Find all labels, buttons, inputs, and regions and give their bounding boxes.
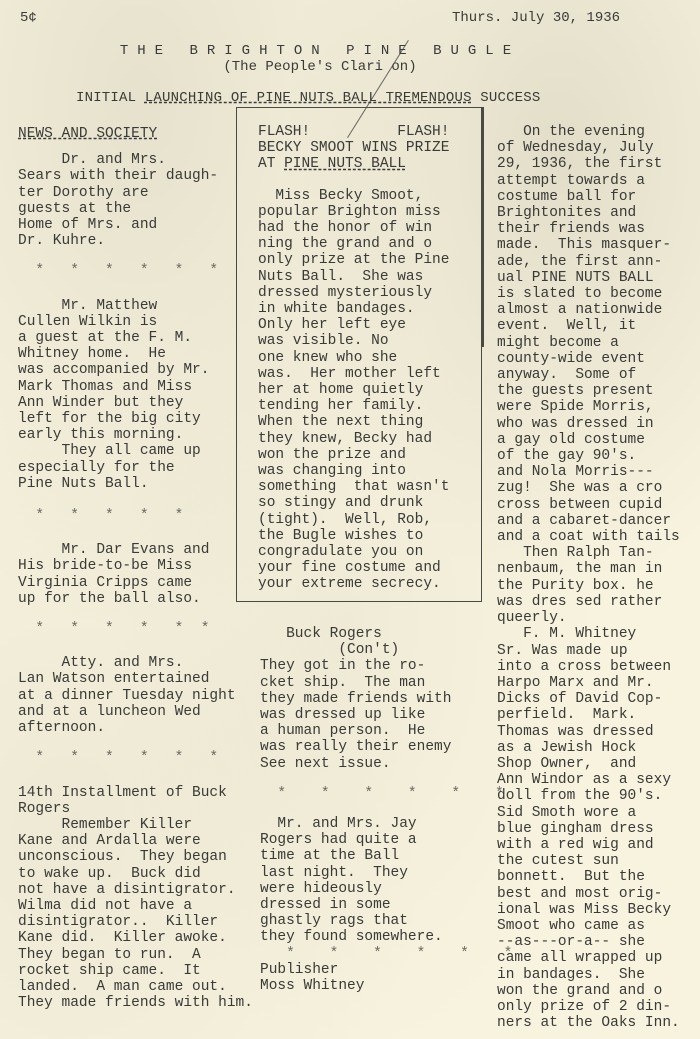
separator-stars: * * * * * *: [260, 945, 513, 962]
text-line: They made friends with him.: [18, 995, 253, 1012]
text-line: Dr. Kuhre.: [18, 233, 106, 250]
society-item-evans: [18, 542, 243, 607]
flash-article: [258, 124, 480, 593]
left-column: [18, 126, 253, 1012]
text-line: nenbaum, the man in: [497, 561, 663, 578]
text-line: your extreme secrecy.: [258, 576, 441, 593]
text-line: Rogers had quite a: [260, 832, 417, 849]
text-line: landed. A man came out.: [18, 978, 227, 995]
text-line: doll from the 90's.: [497, 788, 663, 805]
text-line: Shop Owner, and: [497, 755, 637, 772]
buck-rogers-continued: (Con't): [260, 642, 400, 659]
text-line: and at a luncheon Wed: [18, 703, 201, 720]
society-item-rogers: [260, 816, 485, 946]
text-line: Cullen Wilkin is: [18, 313, 158, 330]
section-title-news-society: NEWS AND SOCIETY: [18, 126, 158, 142]
text-line: they made friends with: [260, 690, 452, 707]
separator-stars: * * * * *: [18, 508, 184, 525]
text-line: Sr. Was made up: [497, 642, 628, 659]
text-line: They began to run. A: [18, 946, 201, 963]
text-line: the Purity box. he: [497, 577, 654, 594]
text-line: popular Brighton miss: [258, 203, 441, 220]
text-line: F. M. Whitney: [497, 626, 637, 643]
text-line: was changing into: [258, 463, 406, 480]
text-line: queerly.: [497, 610, 567, 627]
right-column: [497, 124, 700, 1031]
text-line: had the honor of win: [258, 220, 433, 237]
text-line: their friends was: [497, 221, 645, 238]
text-line: her at home quietly: [258, 382, 424, 399]
text-line: On the evening: [497, 124, 645, 140]
headline-underlined: LAUNCHING OF PINE NUTS BALL TREMENDOUS: [144, 90, 472, 106]
text-line: time at the Ball: [260, 848, 400, 865]
text-line: See next issue.: [260, 755, 391, 772]
text-line: your fine costume and: [258, 560, 441, 577]
text-line: up for the ball also.: [18, 590, 201, 607]
text-line: Sears with their daugh-: [18, 168, 219, 185]
text-line: almost a nationwide: [497, 302, 663, 319]
text-line: guests at the: [18, 200, 132, 217]
text-line: unconscious. They began: [18, 849, 227, 866]
text-line: Then Ralph Tan-: [497, 545, 654, 562]
text-line: dressed mysteriously: [258, 284, 433, 301]
main-headline: [76, 90, 540, 106]
text-line: they found somewhere.: [260, 929, 443, 946]
masthead-subtitle: (The People's Clari on): [223, 59, 417, 75]
buck-rogers-title: Buck Rogers: [260, 626, 382, 642]
text-line: Harpo Marx and Mr.: [497, 674, 654, 691]
text-line: Atty. and Mrs.: [18, 655, 184, 672]
text-line: was really their enemy: [260, 739, 452, 756]
text-line: was dres sed rather: [497, 593, 663, 610]
text-line: and a coat with tails: [497, 529, 680, 546]
text-line: zug! She was a cro: [497, 480, 663, 497]
text-line: --as---or-a-- she: [497, 934, 645, 951]
text-line: His bride-to-be Miss: [18, 558, 193, 575]
text-line: was dressed up like: [260, 707, 426, 724]
separator-stars: * * * * * *: [18, 621, 210, 638]
text-line: ter Dorothy are: [18, 184, 149, 201]
buck-rogers-continued-body: [260, 658, 485, 771]
middle-lower-column: [260, 626, 513, 995]
text-line: something that wasn't: [258, 479, 450, 496]
text-line: disintigrator.. Killer: [18, 914, 219, 931]
text-line: best and most orig-: [497, 885, 663, 902]
text-line: ade, the first ann-: [497, 253, 663, 270]
text-line: Wilma did not have a: [18, 897, 193, 914]
flash-line: FLASH! FLASH!: [258, 124, 450, 140]
text-line: so stingy and drunk: [258, 495, 424, 512]
text-line: They got in the ro-: [260, 658, 426, 675]
text-line: county-wide event: [497, 350, 645, 367]
separator-stars: * * * * * *: [18, 750, 219, 767]
text-line: only prize of 2 din-: [497, 998, 672, 1015]
text-line: not have a disintigrator.: [18, 881, 236, 898]
text-line: especially for the: [18, 459, 175, 476]
text-line: of Wednesday, July: [497, 140, 654, 157]
text-line: 29, 1936, the first: [497, 156, 663, 173]
text-line: Nuts Ball. She was: [258, 268, 424, 285]
text-line: (tight). Well, Rob,: [258, 511, 433, 528]
text-line: Home of Mrs. and: [18, 217, 158, 234]
text-line: Rogers: [18, 800, 71, 817]
text-line: Mr. and Mrs. Jay: [260, 816, 417, 833]
text-line: ners at the Oaks Inn.: [497, 1015, 680, 1032]
text-line: Sid Smoth wore a: [497, 804, 637, 821]
text-line: Whitney home. He: [18, 346, 166, 363]
text-line: cross between cupid: [497, 496, 663, 513]
text-line: perfield. Mark.: [497, 707, 637, 724]
text-line: Miss Becky Smoot,: [258, 187, 424, 204]
text-line: the cutest sun: [497, 853, 619, 870]
headline-post: SUCCESS: [471, 90, 541, 106]
society-item-watson: [18, 655, 243, 736]
separator-stars: * * * * * *: [18, 263, 219, 280]
text-line: Only her left eye: [258, 317, 406, 334]
publisher-label: Publisher: [260, 961, 339, 978]
society-item-wilkin: [18, 298, 243, 492]
text-line: ional was Miss Becky: [497, 901, 672, 918]
text-line: was accompanied by Mr.: [18, 362, 210, 379]
text-line: early this morning.: [18, 427, 184, 444]
text-line: Thomas was dressed: [497, 723, 654, 740]
buck-rogers-installment: [18, 784, 253, 1012]
text-line: last night. They: [260, 864, 408, 881]
text-line: dressed in some: [260, 897, 391, 914]
text-line: with a red wig and: [497, 836, 654, 853]
text-line: Mr. Matthew: [18, 297, 158, 314]
flash-title-prefix: AT: [258, 156, 285, 173]
masthead-title: THE BRIGHTON PINE BUGLE: [119, 43, 521, 59]
flash-article-body: [258, 188, 480, 593]
flash-title-line1: BECKY SMOOT WINS PRIZE: [258, 140, 450, 157]
text-line: 14th Installment of Buck: [18, 784, 227, 801]
text-line: Mark Thomas and Miss: [18, 378, 193, 395]
text-line: Dicks of David Cop-: [497, 691, 663, 708]
text-line: a human person. He: [260, 723, 426, 740]
text-line: costume ball for: [497, 188, 637, 205]
text-line: ual PINE NUTS BALL: [497, 269, 654, 286]
text-line: won the prize and: [258, 446, 406, 463]
text-line: Smoot who came as: [497, 917, 645, 934]
issue-date: Thurs. July 30, 1936: [452, 10, 621, 26]
text-line: event. Well, it: [497, 318, 637, 335]
text-line: When the next thing: [258, 414, 424, 431]
text-line: rocket ship came. It: [18, 962, 201, 979]
text-line: made. This masquer-: [497, 237, 672, 254]
text-line: were Spide Morris,: [497, 399, 654, 416]
text-line: and a cabaret-dancer: [497, 512, 672, 529]
ball-report-article: [497, 124, 700, 1031]
text-line: afternoon.: [18, 720, 106, 737]
price: 5¢: [20, 10, 37, 26]
text-line: the Bugle wishes to: [258, 527, 424, 544]
separator-stars: * * * * * *: [260, 785, 504, 802]
headline-pre: INITIAL: [76, 90, 145, 106]
text-line: won the grand and o: [497, 982, 663, 999]
text-line: one knew who she: [258, 349, 398, 366]
text-line: ghastly rags that: [260, 913, 408, 930]
society-item-sears: [18, 152, 243, 249]
text-line: left for the big city: [18, 411, 201, 428]
text-line: bonnett. But the: [497, 869, 645, 886]
flash-title-line2: [258, 156, 480, 172]
text-line: Remember Killer: [18, 816, 193, 833]
text-line: Kane did. Killer awoke.: [18, 930, 227, 947]
text-line: were hideously: [260, 880, 382, 897]
text-line: cket ship. The man: [260, 674, 426, 691]
text-line: attempt towards a: [497, 172, 645, 189]
text-line: Mr. Dar Evans and: [18, 542, 210, 559]
text-line: Pine Nuts Ball.: [18, 475, 149, 492]
text-line: tending her family.: [258, 398, 424, 415]
text-line: Ann Windor as a sexy: [497, 772, 672, 789]
text-line: came all wrapped up: [497, 950, 663, 967]
text-line: to wake up. Buck did: [18, 865, 201, 882]
text-line: in white bandages.: [258, 301, 415, 318]
text-line: was visible. No: [258, 333, 389, 350]
text-line: Dr. and Mrs.: [18, 152, 166, 169]
text-line: Virginia Cripps came: [18, 574, 193, 591]
text-line: the guests present: [497, 383, 654, 400]
text-line: of the gay 90's.: [497, 448, 637, 465]
text-line: at a dinner Tuesday night: [18, 687, 236, 704]
text-line: into a cross between: [497, 658, 672, 675]
text-line: anyway. Some of: [497, 367, 637, 384]
text-line: Brightonites and: [497, 205, 637, 222]
flash-title-underlined: PINE NUTS BALL: [284, 156, 406, 173]
text-line: Ann Winder but they: [18, 394, 184, 411]
text-line: might become a: [497, 334, 619, 351]
text-line: Kane and Ardalla were: [18, 833, 201, 850]
text-line: in bandages. She: [497, 966, 645, 983]
text-line: ning the grand and o: [258, 236, 433, 253]
text-line: blue gingham dress: [497, 820, 654, 837]
text-line: they knew, Becky had: [258, 430, 433, 447]
text-line: They all came up: [18, 443, 201, 460]
text-line: only prize at the Pine: [258, 252, 450, 269]
text-line: a gay old costume: [497, 431, 645, 448]
text-line: who was dressed in: [497, 415, 654, 432]
text-line: is slated to become: [497, 286, 663, 303]
text-line: was. Her mother left: [258, 365, 441, 382]
text-line: Lan Watson entertained: [18, 671, 210, 688]
text-line: a guest at the F. M.: [18, 330, 193, 347]
publisher-name: Moss Whitney: [260, 978, 365, 995]
text-line: congradulate you on: [258, 544, 424, 561]
text-line: as a Jewish Hock: [497, 739, 637, 756]
text-line: and Nola Morris---: [497, 464, 654, 481]
column-rule: [482, 107, 484, 347]
